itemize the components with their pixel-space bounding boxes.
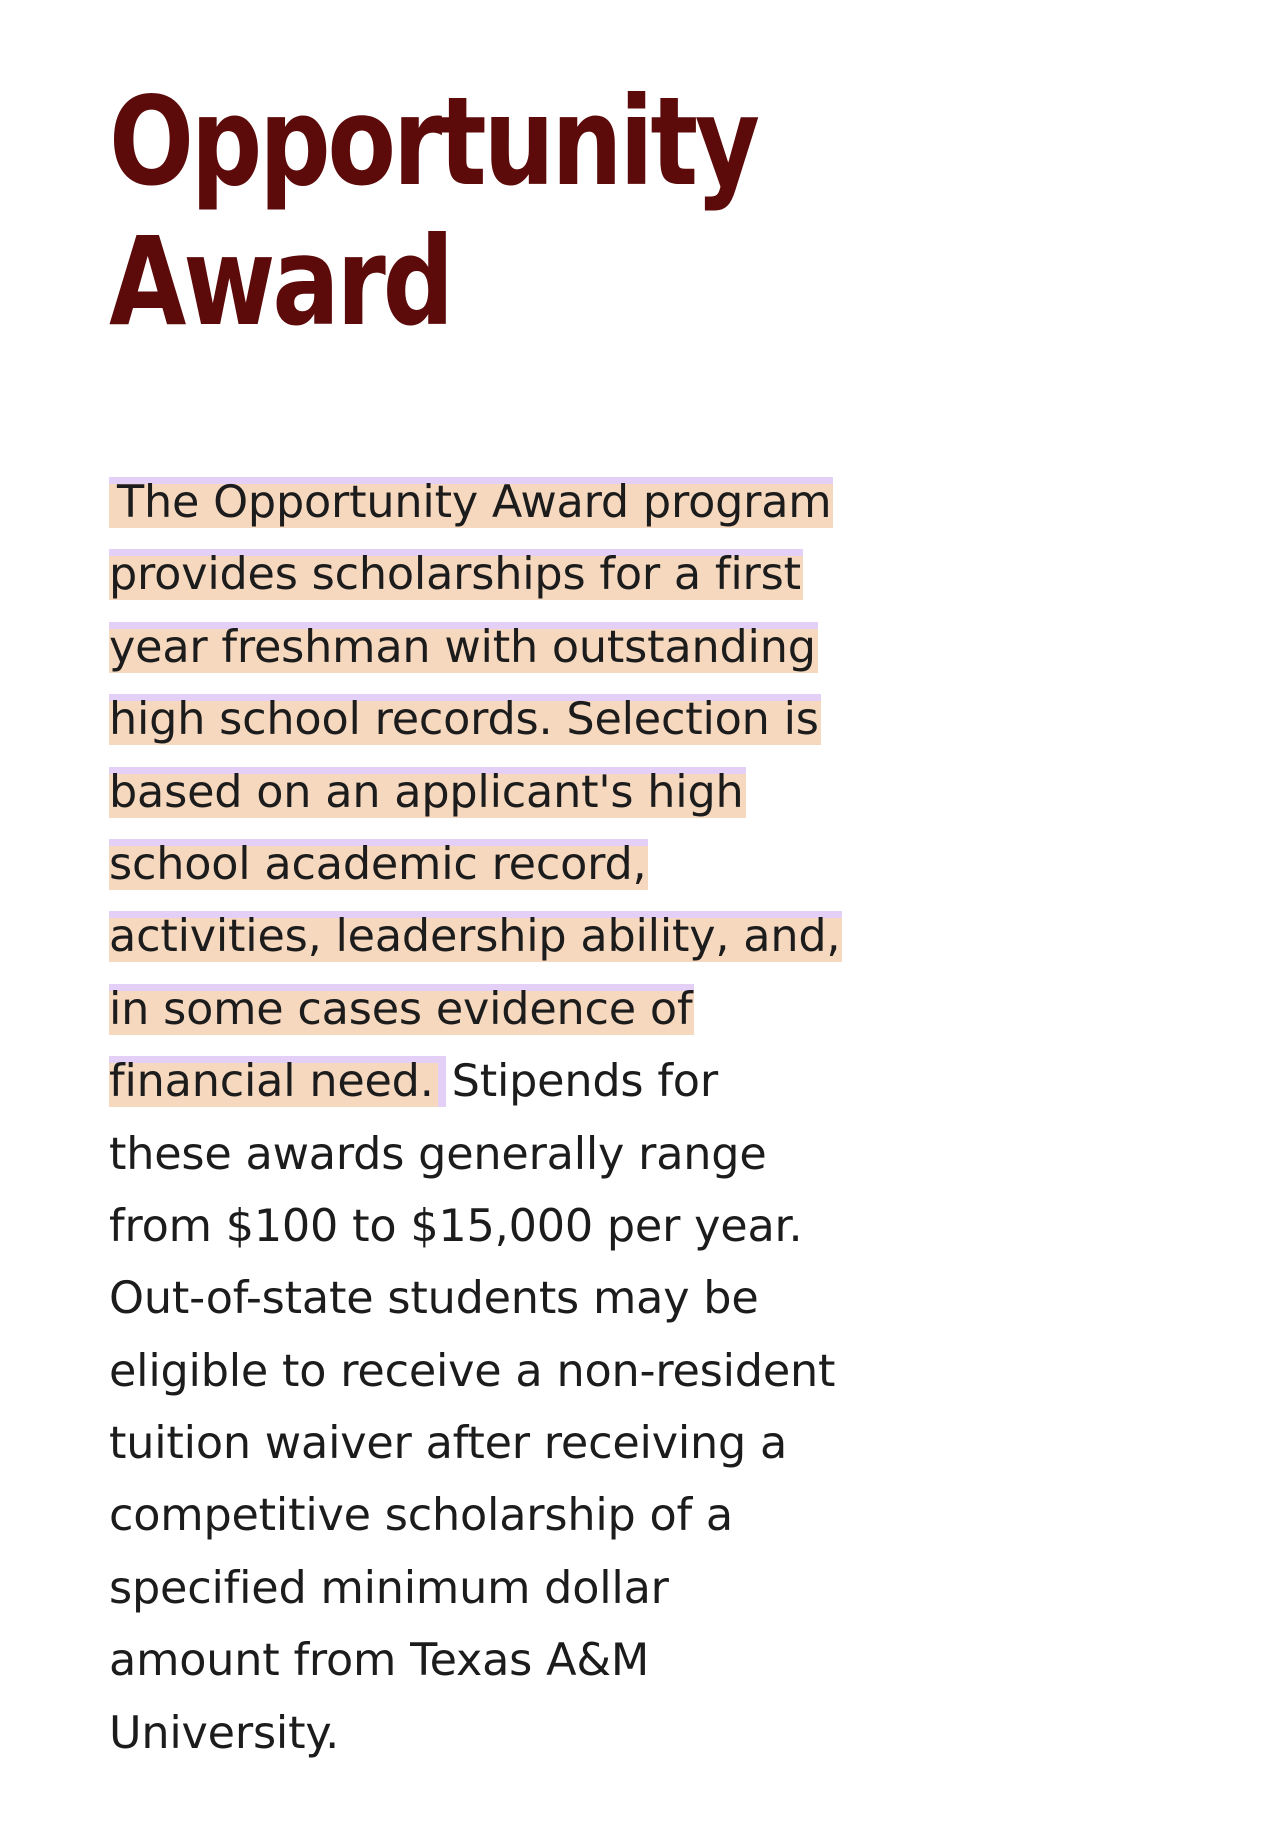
text-line-17: amount from Texas A&M [109,1635,650,1687]
text-line-14: tuition waiver after receiving a [109,1418,788,1470]
highlighted-text[interactable]: provides scholarships for a first [109,549,801,601]
highlighted-text[interactable]: based on an applicant's high [109,766,744,818]
text-line-4 [109,684,869,756]
text-line-5 [109,757,869,829]
text-line-10: these awards generally range [109,1128,767,1180]
text-line-6 [109,829,869,901]
text-line-3 [109,612,869,684]
highlighted-text[interactable]: The Opportunity Award program [109,477,833,528]
text-line-8 [109,974,869,1046]
highlighted-text[interactable]: school academic record, [109,838,647,890]
highlighted-text[interactable]: high school records. Selection is [109,694,819,746]
text-line-13: eligible to receive a non-resident [109,1345,836,1397]
title-line-2: Award [109,211,451,353]
text-line-12: Out-of-state students may be [109,1273,759,1325]
text-line-1 [109,467,869,539]
highlighted-text[interactable]: year freshman with outstanding [109,621,816,673]
text-line-16: specified minimum dollar [109,1562,669,1614]
text-segment: Stipends for [451,1056,718,1108]
highlighted-text[interactable]: financial need. [109,1056,446,1107]
body-text[interactable] [109,467,869,1770]
text-line-15: competitive scholarship of a [109,1490,734,1542]
text-line-7 [109,901,869,973]
text-line-2 [109,539,869,611]
title-line-1: Opportunity [109,71,757,213]
text-line-11: from $100 to $15,000 per year. [109,1200,803,1252]
article [109,71,869,1759]
page-title [109,71,757,353]
text-line-18: University. [109,1707,340,1759]
text-line-9 [109,1046,869,1118]
highlighted-text[interactable]: activities, leadership ability, and, [109,911,841,963]
highlighted-text[interactable]: in some cases evidence of [109,983,693,1035]
